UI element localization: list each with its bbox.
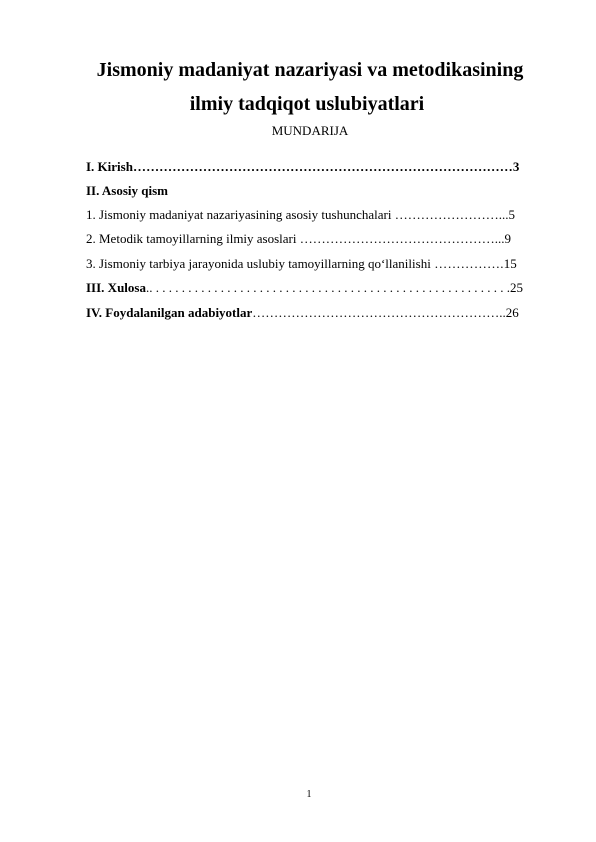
toc-entry-references	[86, 305, 519, 321]
toc-entry-page: 3	[512, 159, 520, 174]
toc-entry-introduction	[86, 159, 519, 175]
toc-entry-page: 9	[504, 231, 512, 246]
toc-entry-leader: ……………………………………………………………………………	[132, 159, 513, 174]
contents-heading: MUNDARIJA	[271, 123, 349, 138]
toc-entry-leader: .. . . . . . . . . . . . . . . . . . . . . . . . . . . . . . . . . . . . . . . . . . . . . . . . . . . . . . . .	[145, 280, 510, 295]
toc-entry-label: 1. Jismoniy madaniyat nazariyasining asosiy tushunchalari	[86, 207, 392, 222]
toc-entry-section-1	[86, 207, 515, 223]
toc-entry-label: II. Asosiy qism	[86, 183, 168, 198]
toc-entry-leader: ……………………..	[391, 207, 506, 222]
toc-entry-leader: ………………………………………...	[296, 231, 505, 246]
toc-entry-label: III. Xulosa	[86, 280, 146, 295]
document-title-line-2: ilmiy tadqiqot uslubiyatlari	[189, 93, 425, 115]
toc-entry-section-2	[86, 231, 511, 247]
toc-entry-leader: …………….	[430, 256, 504, 271]
toc-entry-page: 15	[503, 256, 517, 271]
toc-entry-label: 2. Metodik tamoyillarning ilmiy asoslari	[86, 231, 297, 246]
document-title-line-1: Jismoniy madaniyat nazariyasi va metodikasining	[96, 59, 524, 81]
toc-entry-main-part	[86, 183, 168, 199]
toc-entry-page: .5	[505, 207, 515, 222]
toc-entry-label: IV. Foydalanilgan adabiyotlar	[86, 305, 253, 320]
toc-entry-page: 25	[509, 280, 523, 295]
toc-entry-leader: …………………………………………………..	[252, 305, 506, 320]
toc-entry-label: 3. Jismoniy tarbiya jarayonida uslubiy tamoyillarning qo‘llanilishi	[86, 256, 431, 271]
toc-entry-section-3	[86, 256, 517, 272]
toc-entry-conclusion	[86, 280, 523, 296]
toc-entry-page: 26	[505, 305, 519, 320]
toc-entry-label: I. Kirish	[86, 159, 133, 174]
page-number: 1	[306, 789, 312, 800]
